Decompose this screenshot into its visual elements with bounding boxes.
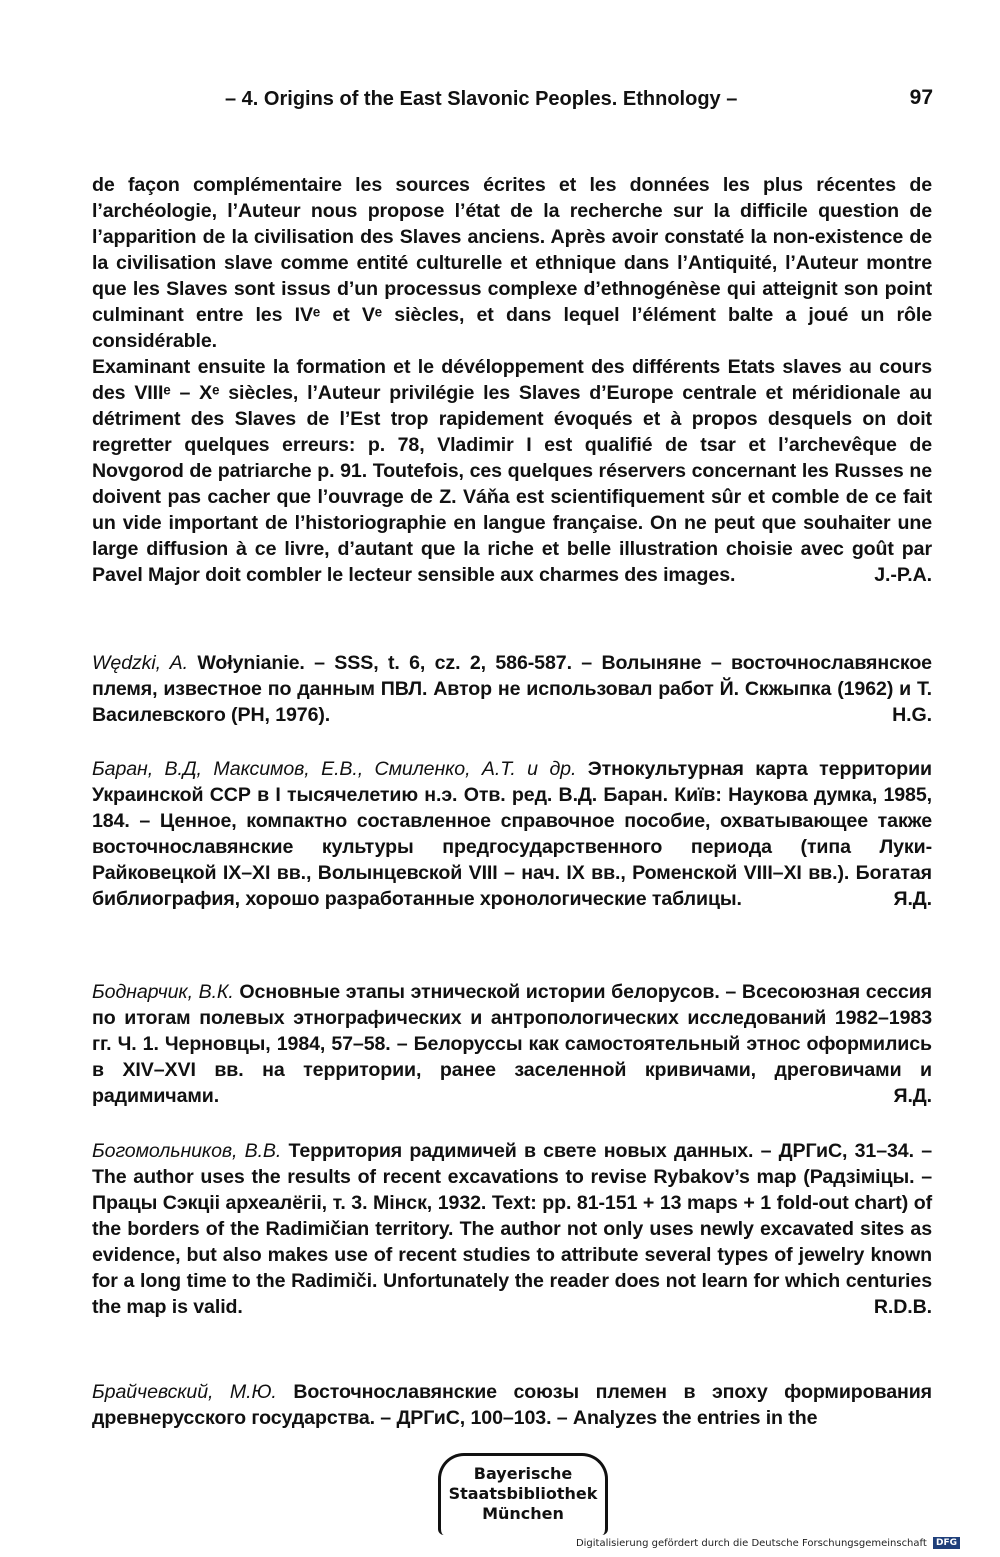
- bibliography-entry: [92, 650, 932, 728]
- reviewer-signature: R.D.B.: [873, 1296, 932, 1318]
- bibliography-entry: [92, 979, 932, 1109]
- header-title: – 4. Origins of the East Slavonic Peoples. Ethnology –: [225, 88, 738, 110]
- reviewer-signature: J.-P.A.: [874, 564, 932, 586]
- entry-author: Wędzki, A.: [92, 652, 188, 674]
- entry-author: Баран, В.Д, Максимов, Е.В., Смиленко, А.Т. и др.: [92, 758, 577, 780]
- digitization-note: [576, 1537, 960, 1549]
- entry-text: Этнокультурная карта территории Украинской ССР в I тысячелетию н.э. Отв. ред. В.Д. Баран. Київ: Наукова думка, 1985, 184. – Ценное, компактно составленное справочное пособие, охватывающее также восточнославянские культуры предгосударственного периода (типа Луки-Райковецкой IX–XI вв., Волынцевской VIII – нач. IX вв., Роменской VIII–XI вв.). Богатая библиография, хорошо разработанные хронологические таблицы.: [92, 758, 933, 910]
- entry-text: Восточнославянские союзы племен в эпоху формирования древнерусского государства. – ДРГиС, 100–103. – Analyzes the entries in the: [92, 1381, 932, 1429]
- reviewer-signature: Я.Д.: [893, 1085, 932, 1107]
- stamp-line: Bayerische: [473, 1464, 573, 1483]
- stamp-line: München: [482, 1504, 564, 1523]
- paragraph: de façon complémentaire les sources écrites et les données les plus récentes de l’archéologie, l’Auteur nous propose l’état de la recherche sur la difficile question de l’apparition de la civilisation des Slaves anciens. Après avoir constaté la non-existence de la civilisation slave comme entité culturelle et ethnique dans l’Antiquité, l’Auteur montre que les Slaves sont issus d’un processus complexe d’ethnogénèse qui atteignit son point culminant entre les IVᵉ et Vᵉ siècles, et dans lequel l’élément balte a joué un rôle considérable.: [92, 174, 932, 352]
- digitization-text: Digitalisierung gefördert durch die Deutsche Forschungsgemeinschaft: [575, 1538, 927, 1549]
- bibliography-entry: [92, 1138, 932, 1320]
- entry-author: Брайчевский, М.Ю.: [92, 1381, 277, 1403]
- library-stamp: [438, 1453, 608, 1535]
- dfg-logo-icon: DFG: [933, 1537, 960, 1549]
- bibliography-entry: [92, 1379, 932, 1431]
- stamp-line: Staatsbibliothek: [448, 1484, 598, 1503]
- entry-text: Территория радимичей в свете новых данных. – ДРГиС, 31–34. – The author uses the results of recent excavations to revise Rybakov’s map (Радзіміцы. – Працы Сэкцii археалёгii, т. 3. Мінск, 1932. Text: pp. 81-151 + 13 maps + 1 fold-out chart) of the borders of the Radimičian territory. The author not only uses newly excavated sites as evidence, but also makes use of recent studies to attribute several types of jewelry known for a long time to the Radimiči. Unfortunately the reader does not learn for which centuries the map is valid.: [92, 1140, 932, 1318]
- entry-text: Wołynianie. – SSS, t. 6, cz. 2, 586-587. – Волыняне – восточнославянское племя, известное по данным ПВЛ. Автор не использовал работ Й. Скжыпка (1962) и Т. Василевского (PH, 1976).: [92, 652, 932, 726]
- reviewer-signature: Я.Д.: [893, 888, 932, 910]
- reviewer-signature: H.G.: [892, 704, 932, 726]
- running-header: [225, 88, 935, 120]
- bibliography-entry: [92, 756, 932, 912]
- paragraph: Examinant ensuite la formation et le dévéloppement des différents Etats slaves au cours des VIIIᵉ – Xᵉ siècles, l’Auteur privilégie les Slaves d’Europe centrale et méridionale au détriment des Slaves de l’Est trop rapidement évoqués et à propos desquels on doit regretter quelques erreurs: p. 78, Vladimir I est qualifié de tsar et l’archevêque de Novgorod de patriarche p. 91. Toutefois, ces quelques réservers concernant les Russes ne doivent pas cacher que l’ouvrage de Z. Váňa est scientifiquement sûr et comble de ce fait un vide important de l’historiographie en langue française. On ne peut que souhaiter une large diffusion à ce livre, d’autant que la riche et belle illustration choisie avec goût par Pavel Major doit combler le lecteur sensible aux charmes des images. J.-P.A.: [92, 356, 932, 586]
- entry-text: Основные этапы этнической истории белорусов. – Всесоюзная сессия по итогам полевых этнографических и антропологических исследований 1982–1983 гг. Ч. 1. Черновцы, 1984, 57–58. – Белоруссы как самостоятельный этнос оформились в XIV–XVI вв. на территории, ранее заселенной кривичами, дреговичами и радимичами.: [92, 981, 932, 1107]
- entry-author: Боднарчик, В.К.: [92, 981, 234, 1003]
- entry-continuation: [92, 172, 932, 588]
- entry-author: Богомольников, В.В.: [92, 1140, 282, 1162]
- page-number: 97: [909, 86, 933, 109]
